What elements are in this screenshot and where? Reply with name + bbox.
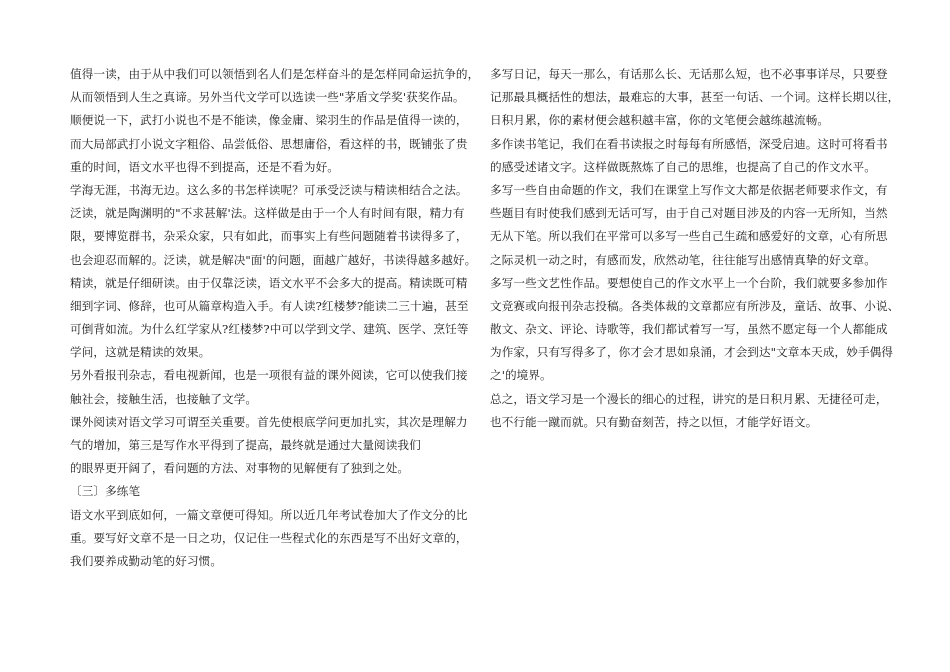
text-line: 之'的境界。	[490, 368, 552, 383]
text-line: 值得一读，由于从中我们可以领悟到名人们是怎样奋斗的是怎样同命运抗争的，	[70, 67, 480, 81]
text-line: 顺便说一下，武打小说也不是不能读，像金庸、梁羽生的作品是值得一读的，	[70, 113, 468, 128]
text-line: 无从下笔。所以我们在平常可以多写一些自己生疏和感爱好的文章，心有所思	[490, 229, 888, 244]
text-line: 触社会，接触生活，也接触了文学。	[70, 391, 258, 406]
text-line: 的感受述诸文字。这样做既熬炼了自己的思维，也提高了自己的作文水平。	[490, 159, 876, 174]
text-line: 重。要写好文章不是一日之功，仅记住一些程式化的东西是写不出好文章的，	[70, 530, 468, 545]
text-line: 多写日记，每天一那么，有话那么长、无话那么短，也不必事事详尽，只要登	[490, 67, 888, 81]
text-line: 些题目有时使我们感到无话可写，由于自己对题目涉及的内容一无所知，当然	[490, 206, 888, 221]
text-line: 学问，这就是精读的效果。	[70, 345, 211, 360]
text-line: 总之，语文学习是一个漫长的细心的过程，讲究的是日积月累、无捷径可走，	[490, 391, 888, 406]
text-line: 气的增加，第三是写作水平得到了提高，最终就是通过大量阅读我们	[70, 438, 421, 452]
right-column	[490, 63, 900, 434]
text-line: 〔三〕多练笔	[70, 484, 141, 499]
text-line: 泛读，就是陶渊明的"不求甚解'法。这样做是由于一个人有时间有限，精力有	[70, 206, 465, 221]
text-line: 散文、杂文、评论、诗歌等，我们都试着写一写，虽然不愿定每一个人都能成	[490, 322, 888, 337]
text-line: 多作读书笔记，我们在看书读报之时每每有所感悟，深受启迪。这时可将看书	[490, 136, 888, 151]
text-line: 我们要养成勤动笔的好习惯。	[70, 553, 223, 568]
text-line: 多写一些文艺性作品。要想使自己的作文水平上一个台阶，我们就要多参加作	[490, 275, 888, 290]
text-line: 学海无涯，书海无边。这么多的书怎样读呢？可承受泛读与精读相结合之法。	[70, 182, 468, 197]
text-line: 之际灵机一动之时，有感而发，欣然动笔，往往能写出感情真挚的好文章。	[490, 252, 876, 267]
text-line: 细到字词、修辞，也可从篇章构造入手。有人读?红楼梦?能读二三十遍，甚至	[70, 298, 469, 313]
text-line: 可倒背如流。为什么红学家从?红楼梦?中可以学到文学、建筑、医学、烹饪等	[70, 322, 469, 337]
text-line: 重的时间，语文水平也得不到提高，还是不看为好。	[70, 159, 339, 174]
text-line: 另外看报刊杂志，看电视新闻，也是一项很有益的课外阅读，它可以使我们接	[70, 368, 468, 383]
text-line: 而大局部武打小说文字粗俗、品尝低俗、思想庸俗，看这样的书，既铺张了贵	[70, 136, 468, 151]
text-line: 也会迎忍而解的。泛读，就是解决"面'的问题，面越广越好，书读得越多越好。	[70, 252, 477, 267]
text-line: 记那最具概括性的想法，最难忘的大事，甚至一句话、一个词。这样长期以往，	[490, 90, 900, 105]
left-column	[70, 63, 480, 573]
text-line: 也不行能一蹴而就。只有勤奋刻苦，持之以恒，才能学好语文。	[490, 414, 818, 429]
text-line: 限，要博览群书，杂采众家，只有如此，而事实上有些问题随着书读得多了，	[70, 229, 468, 244]
text-line: 文竞赛或向报刊杂志投稿。各类体裁的文章都应有所涉及，童话、故事、小说、	[490, 298, 900, 313]
text-line: 课外阅读对语文学习可谓至关重要。首先使根底学问更加扎实，其次是理解力	[70, 414, 468, 429]
text-line: 多写一些自由命题的作文，我们在课堂上写作文大都是依据老师要求作文，有	[490, 182, 888, 197]
text-line: 为作家，只有写得多了，你才会才思如泉涌，才会到达"文章本天成，妙手偶得	[490, 345, 894, 360]
text-line: 从而领悟到人生之真谛。另外当代文学可以选读一些"茅盾文学奖'获奖作品。	[70, 90, 465, 105]
text-line: 日积月累，你的素材便会越积越丰富，你的文笔便会越练越流畅。	[490, 113, 830, 128]
text-line: 语文水平到底如何，一篇文章便可得知。所以近几年考试卷加大了作文分的比	[70, 507, 468, 522]
text-line: 的眼界更开阔了，看问题的方法、对事物的见解便有了独到之处。	[70, 461, 410, 476]
text-line: 精读，就是仔细研读。由于仅靠泛读，语文水平不会多大的提高。精读既可精	[70, 275, 468, 290]
